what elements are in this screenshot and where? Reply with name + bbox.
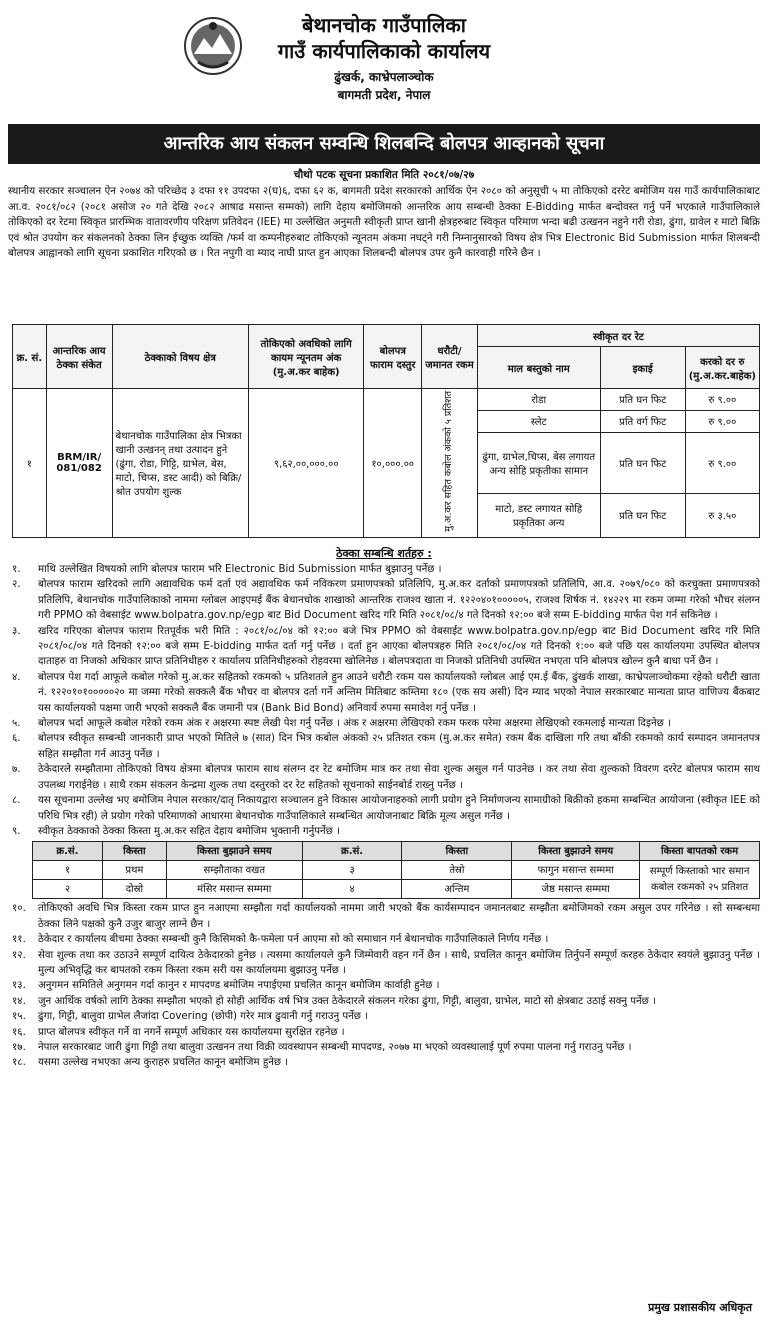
- installment-table: [32, 841, 760, 899]
- condition-item: [8, 731, 760, 762]
- condition-number: ११.: [12, 934, 26, 946]
- header-form-fee: बोलपत्र फाराम दस्तुर: [364, 325, 422, 389]
- condition-item: [8, 716, 760, 731]
- inst-cell: जेष्ठ मसान्त सम्ममा: [512, 880, 640, 899]
- inst-amount-note: सम्पूर्ण किस्ताको भार समान कबोल रकमको २५ प्रतिशत: [640, 861, 760, 899]
- header-subject: ठेक्काको विषय क्षेत्र: [112, 325, 249, 389]
- condition-number: १८.: [12, 1057, 26, 1069]
- condition-item: [8, 1025, 760, 1040]
- inst-cell: ३: [302, 861, 402, 880]
- condition-item: [8, 670, 760, 716]
- condition-number: १५.: [12, 1011, 26, 1023]
- conditions-title: ठेक्का सम्बन्धि शर्तहरु :: [336, 547, 432, 560]
- condition-number: १०.: [12, 903, 26, 915]
- condition-text: ठेकेदार र कार्यालय बीचमा ठेक्का सम्बन्धी कुनै किसिमको कै-फमेला पर्न आएमा सो को समाधान गर्न बेथानचोक गाउँपालिकाले निर्णय गर्नेछ ।: [38, 934, 549, 946]
- condition-number: ५.: [12, 718, 21, 730]
- row-min-amount: ९,६२,००,०००.००: [249, 389, 364, 538]
- intro-paragraph: स्थानीय सरकार सञ्चालन ऐन २०७४ को परिच्छेद ३ दफा ११ उपदफा २(घ)६, दफा ६२ क, बागमती प्रदेश सरकारको आर्थिक ऐन २०८० को अनुसूची ५ मा तोकिएको दररेट बमोजिम यस गाउँ कार्यपालिकाबाट आ.व. २०८१/०८२ (२०८१ असोज २० गते देखि २०८२ आषाढ मसान्त सम्मको) लागि देहाय बमोजिमको आन्तरिक आय सम्बन्धी ठेक्का E-Bidding मार्फत बन्दोवस्त गर्नु पर्ने भएकाले गाउँपालिकाले तोकिएको दर रेटमा स्विकृत प्रारम्भिक वातावरणीय परिक्षण प्रतिवेदन (IEE) मा उल्लेखित अनुमती स्वीकृती प्राप्त खानी क्षेत्रहरुबाट स्विकृत परिमाण भन्दा बढी उत्खनन नहुने गरी रोडा, ढुंगा, ग्रावेल र माटो बिक्रि एवं श्रोत उपयोग कर संकलनको ठेक्का लिन ईच्छुक व्यक्ति /फर्म वा कम्पनीहरुबाट तोकिएको न्यूनतम अंकमा नघट्ने गरी निम्नानुसारको विषय क्षेत्र भित्र Electronic Bid Submission मार्फत शिलबन्दी बोलपत्र आह्वानको लागि सूचना प्रकाशित गरिएको छ । रित नपुगी वा म्याद नाघी प्राप्त हुन आएका शिलबन्दी बोलपत्र उपर कुनै कारवाही गरिने छैन ।: [8, 186, 760, 260]
- condition-item: [8, 1040, 760, 1055]
- inst-cell: फागुन मसान्त सम्ममा: [512, 861, 640, 880]
- notice-title-banner: आन्तरिक आय संकलन सम्वन्धि शिलबन्दि बोलपत्र आव्हानको सूचना: [8, 124, 760, 164]
- inst-cell: १: [33, 861, 103, 880]
- condition-text: स्वीकृत ठेक्काको ठेक्का किस्ता मु.अ.कर सहित देहाय बमोजिम भुक्तानी गर्नुपर्नेछ ।: [38, 825, 340, 837]
- inst-header: किस्ता बुझाउने समय: [512, 842, 640, 861]
- condition-number: ७.: [12, 764, 21, 776]
- publish-date: चौथो पटक सूचना प्रकाशित मिति २०८१/०७/२७: [293, 169, 475, 181]
- condition-item: [8, 577, 760, 623]
- row-form-fee: १०,०००.००: [364, 389, 422, 538]
- condition-number: ४.: [12, 671, 21, 683]
- condition-number: ६.: [12, 733, 21, 745]
- condition-item: [8, 978, 760, 993]
- condition-item: [8, 762, 760, 793]
- inst-header: किस्ता बुझाउने समय: [166, 842, 302, 861]
- inst-header: किस्ता: [402, 842, 512, 861]
- header-goods-name: माल बस्तुको नाम: [477, 347, 600, 389]
- office-location: ढुंखर्क, काभ्रेपलाञ्चोक: [334, 70, 434, 84]
- inst-cell: सम्झौताका वखत: [166, 861, 302, 880]
- condition-item: [8, 1055, 760, 1070]
- inst-cell: मंसिर मसान्त सम्ममा: [166, 880, 302, 899]
- rate-value: रु ९.००: [685, 432, 759, 493]
- bid-table: [12, 324, 760, 538]
- condition-item: [8, 932, 760, 947]
- condition-text: बोलपत्र पेश गर्दा आफूले कबोल गरेको मु.अ.कर सहितको रकमको ५ प्रतिशतले हुन आउने धरौटी रकम यस कार्यालयको ग्लोबल आई एम.ई बैंक, ढुंखर्क शाखा, काभ्रेपलाञ्चोकमा रहेको धरौटी खाता नं. १२२०१०१०००००२० मा जम्मा गरेको सक्कलै बैंक भौचर वा बोलपत्र दर्ता गर्ने अन्तिम मितिबाट कम्तिमा १८० (एक सय असी) दिन म्याद भएको नेपाल सरकारबाट मान्यता प्राप्त वाणिज्य बैंकबाट यस कार्यालयको पक्षमा जारी भएको सक्कलै बैंक जमानी पत्र (Bank Bid Bond) अनिवार्य रुपमा समावेश गर्नु पर्नेछ ।: [38, 671, 760, 714]
- inst-cell: तेस्रो: [402, 861, 512, 880]
- condition-number: १६.: [12, 1026, 26, 1038]
- org-name: बेथानचोक गाउँपालिका: [302, 13, 466, 37]
- condition-number: ८.: [12, 795, 21, 807]
- condition-text: खरिद गरिएका बोलपत्र फाराम रितपूर्वक भरी मिति : २०८१/०८/०४ को १२:०० बजे भित्र PPMO को वेबसाईट www.bolpatra.gov.np/egp बाट Bid Document खरिद गरि मिति २०८१/०८/०४ गते दिनको १२:०० बजे सम्म E-bidding मार्फत दर्ता गर्नु पर्नेछ । दर्ता हुन आएका बोलपत्रहरु मिति २०८१/०८/०४ गते दिनको १:०० बजे पछि यस कार्यालयमा उपस्थित बोलपत्र दाताहरु वा निजको अधिकार प्राप्त प्रतिनिधीहरु र कार्यालय प्रतिनिधीहरुको रोहवरमा खोलिनेछ । बोलपत्रदाता वा निजको प्रतिनिधी उपस्थित नभएता पनि बोलपत्र खोल्न कुनै बाधा पर्ने छैन ।: [38, 625, 760, 668]
- condition-text: बोलपत्र भर्दा आफूले कबोल गरेको रकम अंक र अक्षरमा स्पष्ट लेखी पेश गर्नु पर्नेछ । अंक र अक्षरमा लेखिएको रकम फरक परेमा अक्षरमा लेखिएको रकमलाई मान्यता दिइनेछ ।: [38, 718, 671, 730]
- rate-unit: प्रति घन फिट: [600, 389, 685, 411]
- condition-text: अनुगमन समितिले अनुगमन गर्दा कानुन र मापदण्ड बमोजिम नपाईएमा प्रचलित कानून बमोजिम कार्वाही हुनेछ ।: [38, 980, 440, 992]
- rate-goods: स्लेट: [477, 410, 600, 432]
- condition-number: १३.: [12, 980, 26, 992]
- row-deposit-text: मु.अ.कर सहित कबोल अंकको ५ प्रतिशत: [443, 391, 455, 532]
- condition-item: [8, 624, 760, 670]
- condition-item: [8, 824, 760, 839]
- inst-header: किस्ता बापतको रकम: [640, 842, 760, 861]
- condition-number: २.: [12, 579, 21, 591]
- header-sn: क्र. सं.: [13, 325, 47, 389]
- condition-text: नेपाल सरकारबाट जारी ढुंगा गिट्टी तथा बालुवा उत्खनन तथा विक्री व्यवस्थापन सम्बन्धी मापदण्ड, २०७७ मा भएको व्यवस्थालाई पूर्ण रुपमा पालना गर्नु गराउनु पर्नेछ ।: [38, 1041, 632, 1053]
- office-province: बागमती प्रदेश, नेपाल: [337, 88, 431, 102]
- condition-text: माथि उल्लेखित विषयको लागि बोलपत्र फाराम भरि Electronic Bid Submission मार्फत बुझाउनु पर्नेछ ।: [38, 564, 442, 575]
- header-code: आन्तरिक आय ठेक्का संकेत: [46, 325, 112, 389]
- condition-text: प्राप्त बोलपत्र स्वीकृत गर्ने वा नगर्ने सम्पूर्ण अधिकार यस कार्यालयमा सुरक्षित रहनेछ ।: [38, 1026, 345, 1038]
- rate-unit: प्रति घन फिट: [600, 493, 685, 537]
- inst-cell: प्रथम: [102, 861, 166, 880]
- conditions-list: [8, 562, 760, 1071]
- rate-goods: माटो, डस्ट लगायत सोहि प्रकृतिका अन्य: [477, 493, 600, 537]
- condition-item: [8, 901, 760, 932]
- header-deposit: धरौटी/ जमानत रकम: [422, 325, 478, 389]
- header-tax-rate: करको दर रु (मु.अ.कर.बाहेक): [685, 347, 759, 389]
- condition-text: यसमा उल्लेख नभएका अन्य कुराहरु प्रचलित कानून बमोजिम हुनेछ ।: [38, 1057, 289, 1069]
- inst-header: क्र.सं.: [302, 842, 402, 861]
- header-min-amount: तोकिएको अवधिको लागि कायम न्यूनतम अंक (मु.अ.कर बाहेक): [249, 325, 364, 389]
- row-code: BRM/IR/ 081/082: [46, 389, 112, 538]
- office-name: गाउँ कार्यपालिकाको कार्यालय: [277, 39, 491, 63]
- condition-number: १७.: [12, 1041, 26, 1053]
- condition-number: १.: [12, 564, 21, 575]
- condition-text: तोकिएको अवधि भित्र किस्ता रकम प्राप्त हुन नआएमा सम्झौता गर्दा कार्यालयको नाममा जारी भएको बैंक कार्यसम्पादन जमानतबाट सम्झौता बमोजिमको रकम असुल उपर गरिनेछ । सो सम्बन्धमा ठेक्का लिने पक्षको कुनै उजुर बाजुर लाग्ने छैन ।: [38, 903, 760, 930]
- rate-value: रु ९.००: [685, 410, 759, 432]
- condition-item: [8, 994, 760, 1009]
- row-deposit: [422, 389, 478, 538]
- signature-title: प्रमुख प्रशासकीय अधिकृत: [648, 1301, 752, 1314]
- condition-text: जुन आर्थिक वर्षको लागि ठेक्का सम्झौता भएको हो सोही आर्थिक वर्ष भित्र उक्त ठेकेदारले संकलन गरेका ढुंगा, गिट्टी, बालुवा, ग्राभेल, माटो सो क्षेत्रबाट उठाई सक्नु पर्नेछ ।: [38, 995, 656, 1007]
- rate-unit: प्रति वर्ग फिट: [600, 410, 685, 432]
- inst-header: किस्ता: [102, 842, 166, 861]
- inst-cell: ४: [302, 880, 402, 899]
- rate-unit: प्रति घन फिट: [600, 432, 685, 493]
- condition-text: बोलपत्र फाराम खरिदको लागि अद्यावधिक फर्म दर्ता एवं अद्यावधिक फर्म नविकरण प्रमाणपत्रको प्रतिलिपि, मु.अ.कर दर्ताको प्रमाणपत्रको प्रतिलिपि, आ.व. २०७९/०८० को करचुक्ता प्रमाणपत्रको प्रतिलिपि, बेथानचोक गाउँपालिकाको नाममा ग्लोबल आइएमई बैंक बेथानचोक शाखाको आन्तरिक राजश्व खाता नं. १२२०४०१०००००५, राजश्व शिर्षक नं. १४२२९ मा रकम जम्मा गरेको भौचर संलग्न गरी PPMO को वेबसाईट www.bolpatra.gov.np/egp बाट Bid Document खरिद गरि मिति २०८१/०८/४ गते दिनको १२:०० बजे सम्म E-bidding मार्फत पेश गर्न सकिनेछ ।: [38, 579, 760, 622]
- condition-item: [8, 562, 760, 577]
- header-unit: इकाई: [600, 347, 685, 389]
- condition-text: बोलपत्र स्वीकृत सम्बन्धी जानकारी प्राप्त भएको मितिले ७ (सात) दिन भित्र कबोल अंकको २५ प्रतिशत रकम (मु.अ.कर समेत) रकम बैंक दाखिला गरि तथा बाँकी रकमको कार्य सम्पादन जमानतपत्र सहित सम्झौता गर्न आउनु पर्नेछ ।: [38, 733, 760, 760]
- condition-text: सेवा शुल्क तथा कर उठाउने सम्पूर्ण दायित्व ठेकेदारको हुनेछ । त्यसमा कार्यालयले कुनै जिम्मेवारी वहन गर्ने छैन । साथै, प्रचलित कानून बमोजिम तिर्नुपर्ने सम्पूर्ण करहरु ठेकेदार स्वयंले बुझाउनु पर्नेछ । मुल्य अभिवृद्धि कर बापतको रकम किस्ता रकम सरी यस कार्यालयमा बुझाउनु पर्नेछ ।: [38, 949, 760, 976]
- rate-value: रु ३.५०: [685, 493, 759, 537]
- notice-page: [8, 6, 760, 1316]
- inst-header: क्र.सं.: [33, 842, 103, 861]
- header-approved-rate: स्वीकृत दर रेट: [477, 325, 759, 347]
- nepal-emblem-icon: [180, 14, 246, 78]
- condition-text: ढुंगा, गिट्टी, बालुवा ग्राभेल लैजांदा Covering (छोपी) गरेर मात्र ढुवानी गर्नु गराउनु पर्नेछ ।: [38, 1011, 369, 1023]
- rate-value: रु ९.००: [685, 389, 759, 411]
- condition-text: ठेकेदारले सम्झौतामा तोकिएको विषय क्षेत्रमा बोलपत्र फाराम साथ संलग्न दर रेट बमोजिम मात्र कर तथा सेवा शुल्क असुल गर्न पाउनेछ । कर तथा सेवा शुल्कको विवरण दररेट बोलपत्र फाराम साथ उपलब्ध गराईनेछ । साथै रकम संकलन केन्द्रमा शुल्क तथा दस्तुरको दर रेट सहितको सूचनाको साईनबोर्ड राख्नु पर्नेछ ।: [38, 764, 760, 791]
- condition-number: १२.: [12, 949, 26, 961]
- condition-number: ३.: [12, 625, 21, 637]
- inst-cell: २: [33, 880, 103, 899]
- row-sn: १: [13, 389, 47, 538]
- inst-cell: अन्तिम: [402, 880, 512, 899]
- condition-number: १४.: [12, 995, 26, 1007]
- condition-text: यस सूचनामा उल्लेख भए बमोजिम नेपाल सरकार/दातृ निकायद्वारा सञ्चालन हुने विकास आयोजनाहरुको लागी प्रयोग हुने निर्माणजन्य सामाग्रीको बिक्रीको हकमा सम्बन्धित आयोजना (स्वीकृत IEE को परिधि भित्र रही) ले प्रयोग गरेको परिमाणको आधारमा बेथानचोक गाउँपालिकाले सम्बन्धित आयोजनाबाट बिक्रि मूल्य असुल गर्नेछ ।: [38, 795, 760, 822]
- condition-number: ९.: [12, 825, 21, 837]
- condition-item: [8, 948, 760, 979]
- condition-item: [8, 1009, 760, 1024]
- rate-goods: ढुंगा, ग्राभेल,चिप्स, बेस लगायत अन्य सोहि प्रकृतीका सामान: [477, 432, 600, 493]
- inst-cell: दोस्रो: [102, 880, 166, 899]
- condition-item: [8, 793, 760, 824]
- row-subject: बेथानचोक गाउँपालिका क्षेत्र भित्रका खानी उत्खनन् तथा उत्पादन हुने (ढुंगा, रोडा, गिट्टि, ग्राभेल, बेस, माटो, चिप्स, डस्ट आदी) को बिक्रि/श्रोत उपयोग शुल्क: [112, 389, 249, 538]
- letterhead: [8, 6, 760, 118]
- rate-goods: रोडा: [477, 389, 600, 411]
